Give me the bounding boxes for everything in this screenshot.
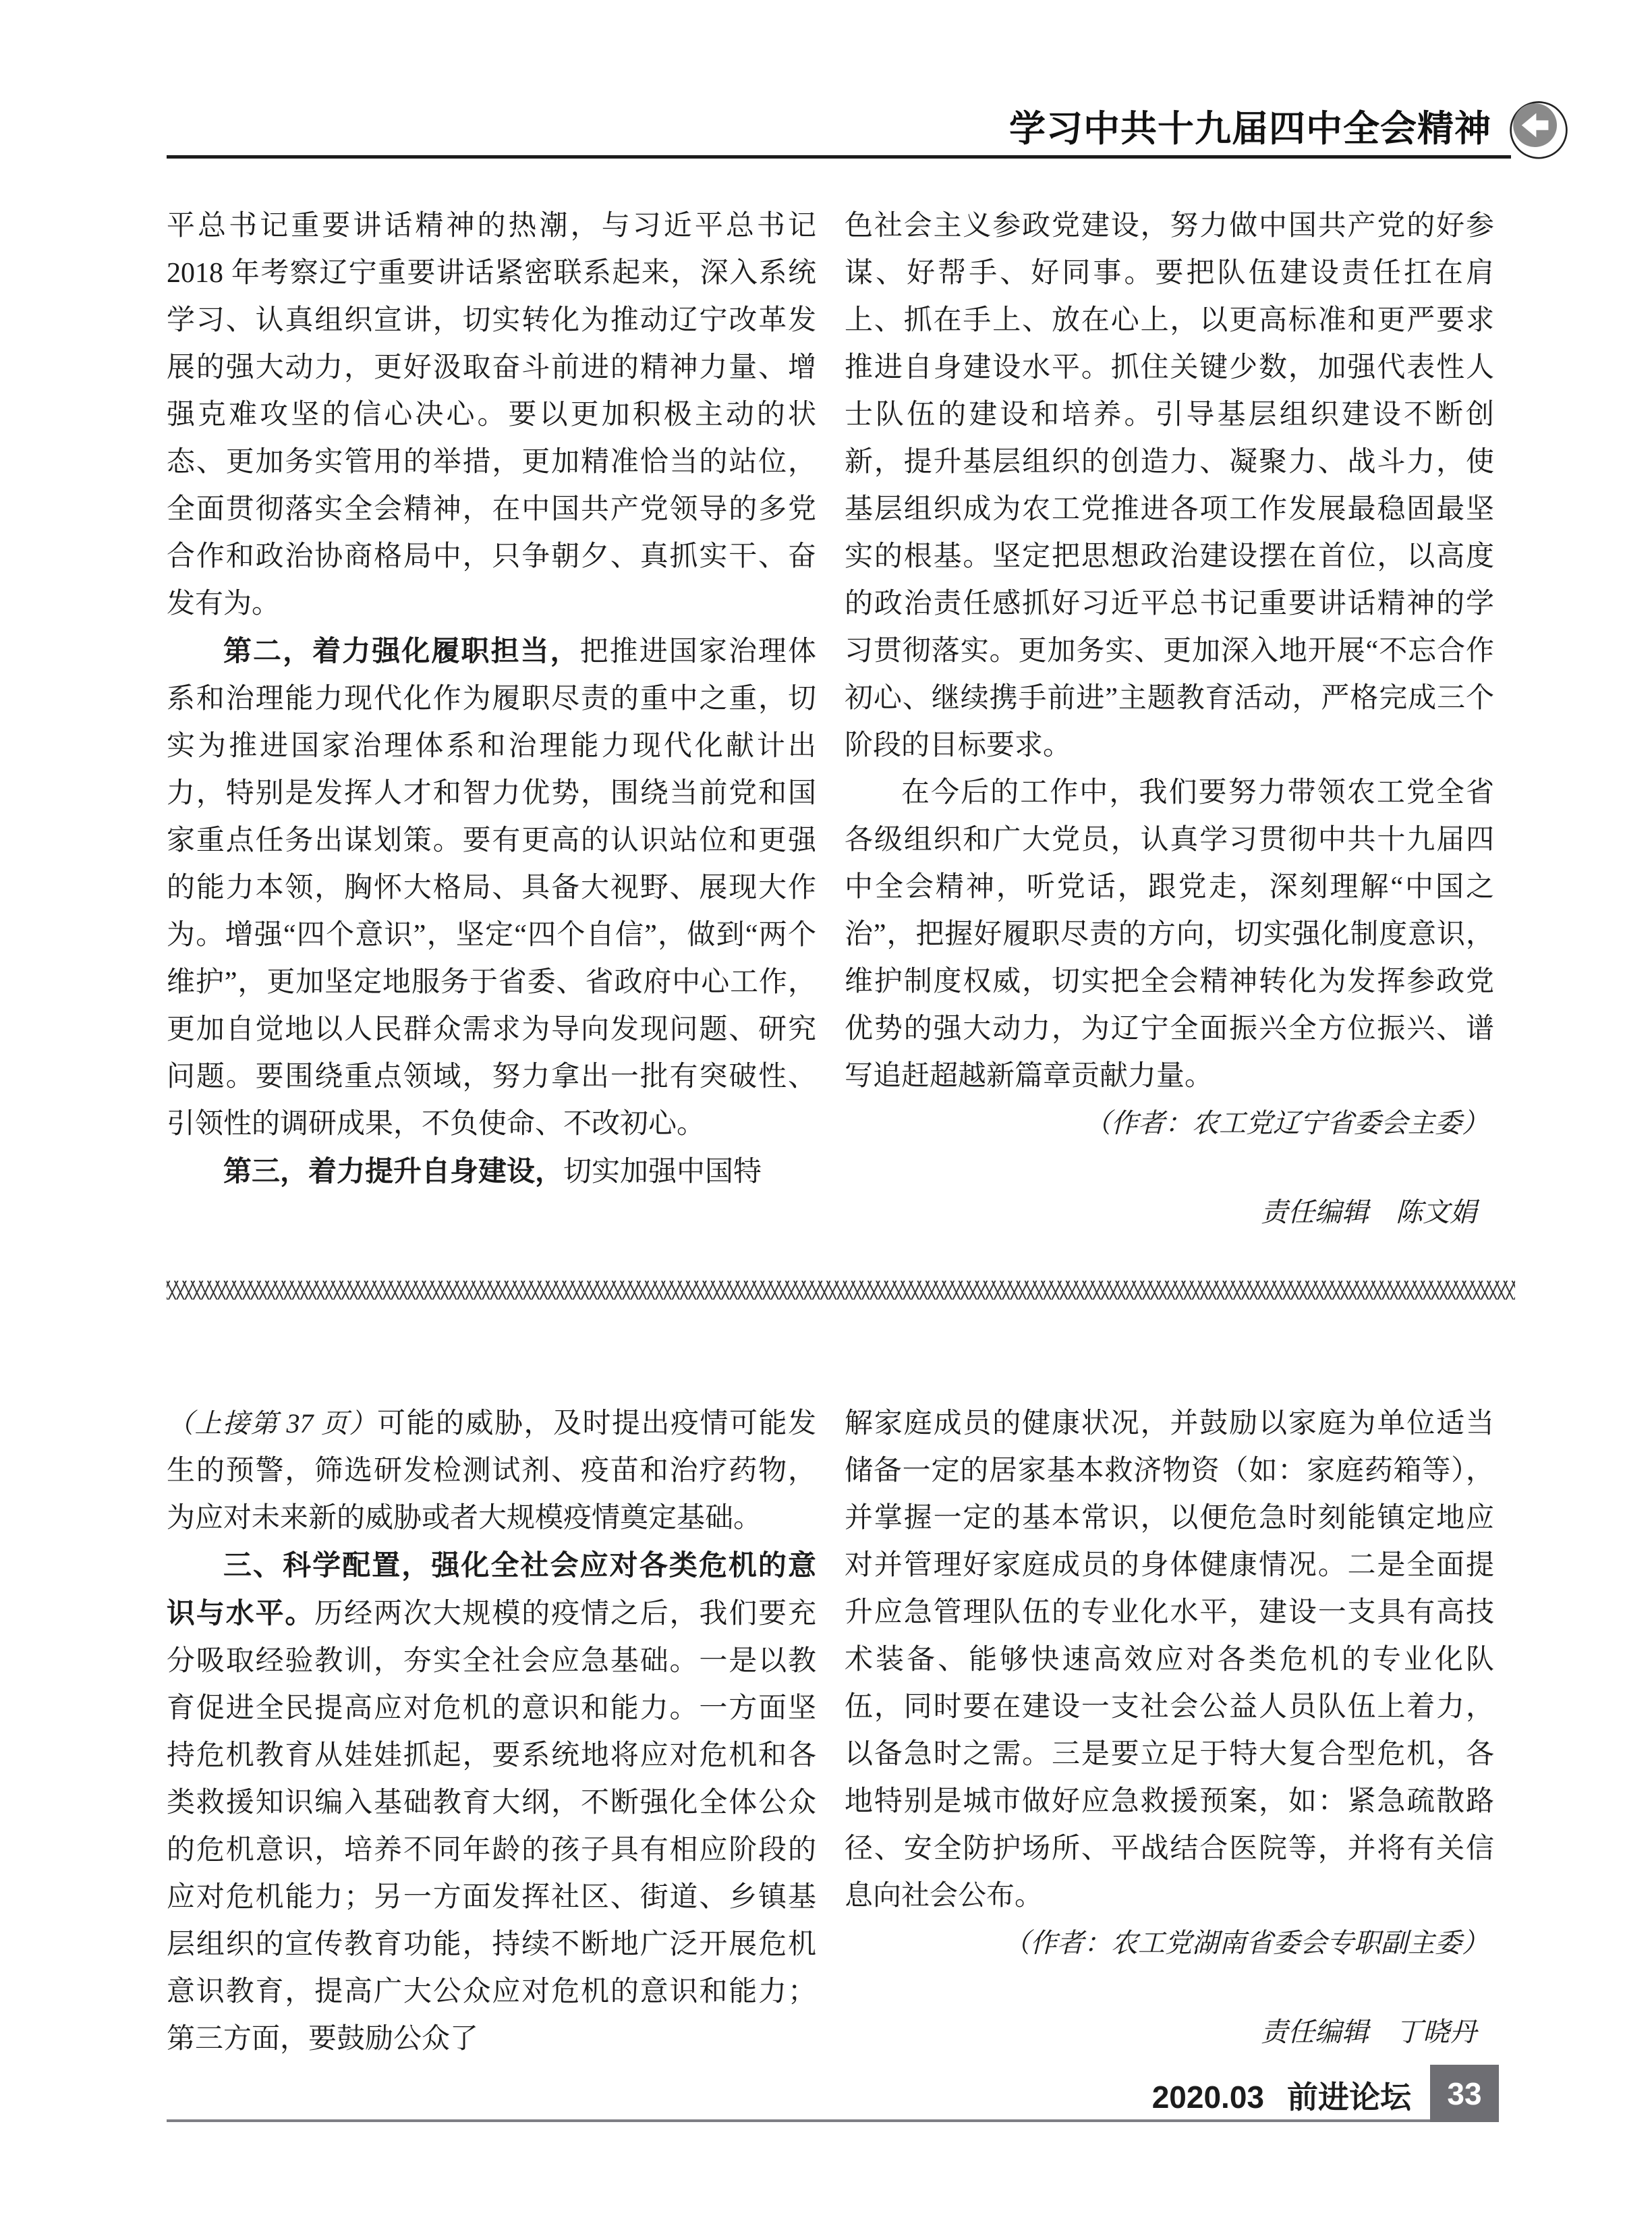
footer-journal-info [1152, 2073, 1411, 2117]
paragraph: （上接第 37 页）可能的威胁，及时提出疫情可能发生的预警，筛选研发检测试剂、疫苗和治疗药物，为应对未来新的威胁或者大规模疫情奠定基础。 [167, 1408, 816, 1534]
footer-journal-name: 前进论坛 [1287, 2080, 1411, 2115]
paragraph: 解家庭成员的健康状况，并鼓励以家庭为单位适当储备一定的居家基本救济物资（如：家庭药箱等），并掌握一定的基本常识，以便危急时刻能镇定地应对并管理好家庭成员的身体健康情况。二是全面提升应急管理队伍的专业化水平，建设一支具有高技术装备、能够快速高效应对各类危机的专业化队伍，同时要在建设一支社会公益人员队伍上着力，以备急时之需。三是要立足于特大复合型危机，各地特别是城市做好应急救援预案，如：紧急疏散路径、安全防护场所、平战结合医院等，并将有关信息向社会公布。 [845, 1408, 1494, 1912]
paragraph: 第二，着力强化履职担当，把推进国家治理体系和治理能力现代化作为履职尽责的重中之重，切实为推进国家治理体系和治理能力现代化献计出力，特别是发挥人才和智力优势，围绕当前党和国家重点任务出谋划策。要有更高的认识站位和更强的能力本领，胸怀大格局、具备大视野、展现大作为。增强“四个意识”，坚定“四个自信”，做到“两个维护”，更加坚定地服务于省委、省政府中心工作，更加自觉地以人民群众需求为导向发现问题、研究问题。要围绕重点领域，努力拿出一批有突破性、引领性的调研成果，不负使命、不改初心。 [167, 635, 816, 1140]
paragraph: 责任编辑 丁晓丹 [1261, 2017, 1477, 2047]
section-divider [167, 1281, 1515, 1300]
article2-column-right [845, 1400, 1494, 2056]
paragraph: （作者：农工党辽宁省委会主委） [1084, 1108, 1489, 1138]
paragraph: （作者：农工党湖南省委会专职副主委） [1003, 1928, 1489, 1958]
paragraph: 色社会主义参政党建设，努力做中国共产党的好参谋、好帮手、好同事。要把队伍建设责任扛在肩上、抓在手上、放在心上，以更高标准和更严要求推进自身建设水平。抓住关键少数，加强代表性人士队伍的建设和培养。引导基层组织建设不断创新，提升基层组织的创造力、凝聚力、战斗力，使基层组织成为农工党推进各项工作发展最稳固最坚实的根基。坚定把思想政治建设摆在首位，以高度的政治责任感抓好习近平总书记重要讲话精神的学习贯彻落实。更加务实、更加深入地开展“不忘合作初心、继续携手前进”主题教育活动，严格完成三个阶段的目标要求。 [845, 211, 1494, 761]
header-rule [167, 155, 1511, 159]
paragraph: 在今后的工作中，我们要努力带领农工党全省各级组织和广大党员，认真学习贯彻中共十九届四中全会精神，听党话，跟党走，深刻理解“中国之治”，把握好履职尽责的方向，切实强化制度意识，维护制度权威，切实把全会精神转化为发挥参政党优势的强大动力，为辽宁全面振兴全方位振兴、谱写追赶超越新篇章贡献力量。 [845, 777, 1494, 1092]
paragraph: 平总书记重要讲话精神的热潮，与习近平总书记2018 年考察辽宁重要讲话紧密联系起来，深入系统学习、认真组织宣讲，切实转化为推动辽宁改革发展的强大动力，更好汲取奋斗前进的精神力量、增强克难攻坚的信心决心。要以更加积极主动的状态、更加务实管用的举措，更加精准恰当的站位，全面贯彻落实全会精神，在中国共产党领导的多党合作和政治协商格局中，只争朝夕、真抓实干、奋发有为。 [167, 211, 816, 619]
article2-column-left [167, 1400, 816, 2063]
article1-column-right [845, 202, 1494, 1236]
footer-issue: 2020.03 [1151, 2080, 1264, 2115]
article1-column-left [167, 202, 816, 1196]
arrow-left-icon [1508, 99, 1569, 159]
page-number: 33 [1447, 2076, 1482, 2111]
page-number-badge [1430, 2065, 1499, 2122]
page-header-title: 学习中共十九届四中全会精神 [1009, 109, 1491, 149]
paragraph: 三、科学配置，强化全社会应对各类危机的意识与水平。历经两次大规模的疫情之后，我们要充分吸取经验教训，夯实全社会应急基础。一是以教育促进全民提高应对危机的意识和能力。一方面坚持危机教育从娃娃抓起，要系统地将应对危机和各类救援知识编入基础教育大纲，不断强化全体公众的危机意识，培养不同年龄的孩子具有相应阶段的应对危机能力；另一方面发挥社区、街道、乡镇基层组织的宣传教育功能，持续不断地广泛开展危机意识教育，提高广大公众应对危机的意识和能力；第三方面，要鼓励公众了 [167, 1549, 816, 2055]
paragraph: 第三，着力提升自身建设，切实加强中国特 [223, 1155, 762, 1188]
paragraph: 责任编辑 陈文娟 [1261, 1197, 1477, 1227]
footer-rule [167, 2119, 1499, 2122]
